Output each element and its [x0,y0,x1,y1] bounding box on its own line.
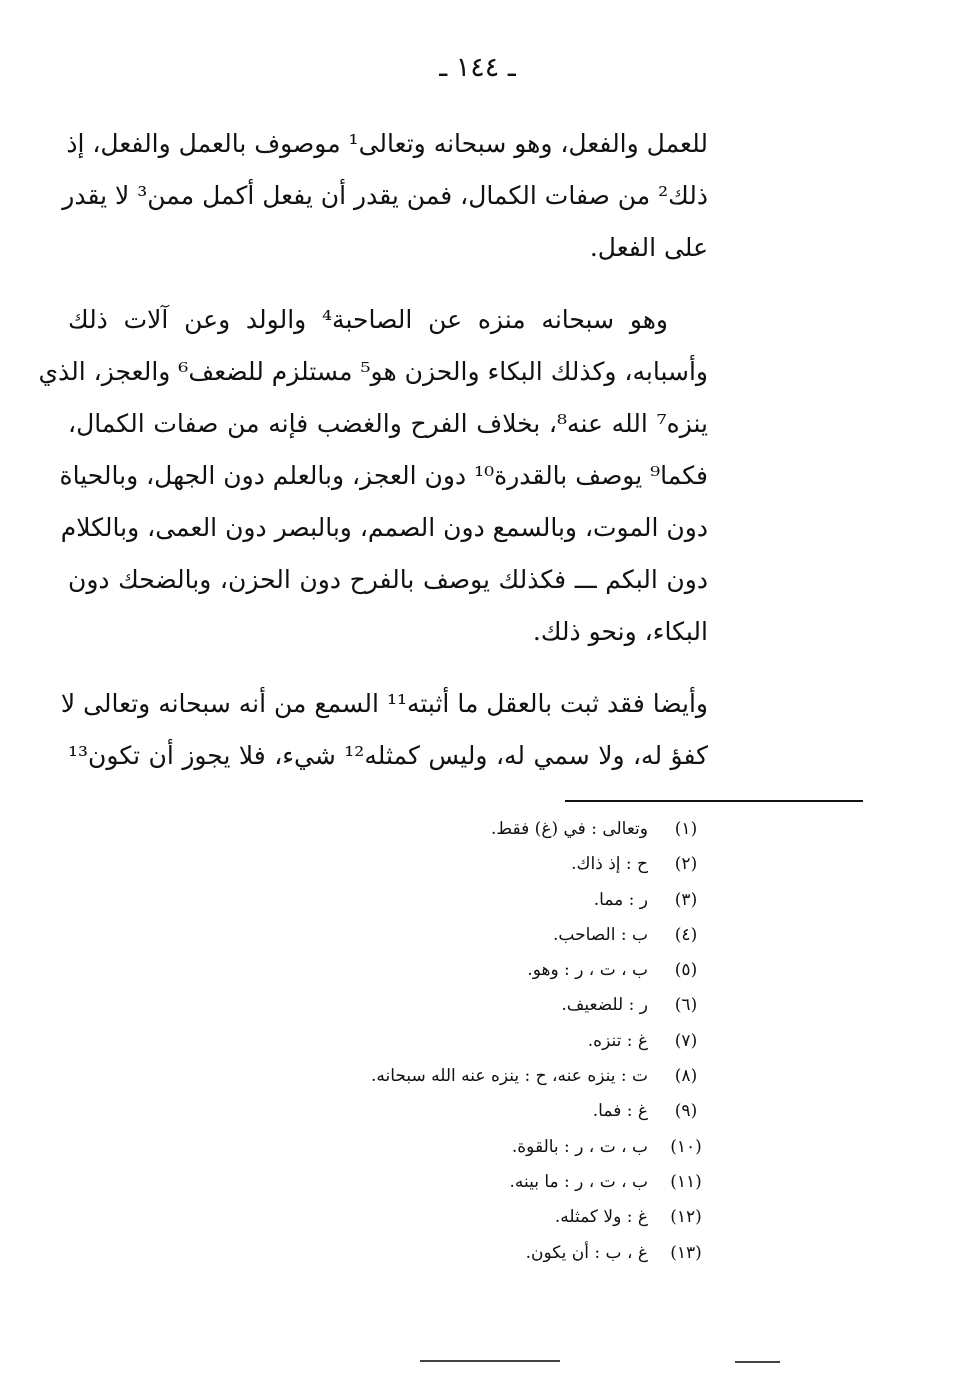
footnote-text: ح : إذ ذاك. [571,854,648,875]
paragraph-3 [60,678,709,782]
footnote-separator [565,800,863,802]
text-line: كفؤ له، ولا سمي له، وليس كمثله¹² شيء، فلا يجوز أن تكون¹³ [68,741,709,770]
footnote-number: (١٠) [670,1136,702,1157]
footnote-text: غ : ولا كمثله. [554,1207,648,1228]
footnote-number: (٧) [674,1030,698,1051]
footnote-number: (١) [674,819,698,839]
footnote-text: غ : تنزه. [587,1030,648,1051]
scan-mark [420,1360,560,1362]
footnote [100,988,710,1023]
footnote-number: (٤) [674,924,698,945]
footnote-number: (٢) [674,854,698,875]
footnote-number: (١١) [670,1171,702,1192]
footnote-number: (١٢) [670,1207,702,1228]
text-line: وأيضا فقد ثبت بالعقل ما أثبته¹¹ السمع من أنه سبحانه وتعالى لا [60,689,708,718]
footnote [100,812,710,847]
text-line: وأسبابه، وكذلك البكاء والحزن هو⁵ مستلزم للضعف⁶ والعجز، الذي [38,357,708,386]
footnote-number: (٥) [674,960,698,981]
paragraph-2 [38,294,708,658]
footnote-text: ب ، ت ، ر : وهو. [527,960,648,981]
footnote-text: ب : الصاحب. [553,924,648,945]
text-line: البكاء، ونحو ذلك. [532,617,708,646]
footnote [100,1200,710,1235]
footnote [100,1059,710,1094]
footnote [100,847,710,882]
footnote-text: ر : مما. [593,889,648,910]
text-line: ذلك² من صفات الكمال، فمن يقدر أن يفعل أكمل ممن³ لا يقدر [62,181,708,210]
scan-mark [735,1361,780,1363]
footnote [100,1236,710,1271]
footnotes [100,812,710,1271]
text-line: فكما⁹ يوصف بالقدرة¹⁰ دون العجز، وبالعلم دون الجهل، وبالحياة [59,461,708,490]
footnote-number: (٦) [674,995,698,1016]
footnote-text: غ ، ب : أن يكون. [525,1242,648,1263]
footnote [100,1165,710,1200]
footnote-text: ب ، ت ، ر : بالقوة. [511,1136,648,1157]
text-line: ينزه⁷ الله عنه⁸، بخلاف الفرح والغضب فإنه من صفات الكمال، [68,409,708,438]
footnote-number: (٩) [674,1101,698,1122]
text-line: وهو سبحانه منزه عن الصاحبة⁴ والولد وعن آلات ذلك [68,305,669,334]
text-line: للعمل والفعل، وهو سبحانه وتعالى¹ موصوف بالعمل والفعل، إذ [66,129,708,158]
text-line: على الفعل. [589,233,708,262]
footnote [100,883,710,918]
footnote-text: وتعالى : في (غ) فقط. [491,819,648,839]
main-text [38,118,709,802]
footnote-text: غ : فما. [592,1101,648,1122]
text-line: دون الموت، وبالسمع دون الصمم، وبالبصر دون العمى، وبالكلام [60,513,708,542]
footnote-text: ر : للضعيف. [561,995,648,1016]
footnote [100,1024,710,1059]
footnote [100,953,710,988]
text-line: دون البكم ـــ فكذلك يوصف بالفرح دون الحزن، وبالضحك دون [68,565,708,594]
footnote [100,918,710,953]
footnote-text: ت : ينزه عنه، ح : ينزه عنه الله سبحانه. [370,1066,648,1087]
footnote-text: ب ، ت ، ر : ما بينه. [509,1171,648,1192]
footnote-number: (٨) [674,1066,698,1087]
footnote-number: (٣) [674,889,698,910]
page-number: ـ ١٤٤ ـ [439,52,516,83]
paragraph-1 [62,118,708,274]
footnote [100,1094,710,1129]
footnote [100,1130,710,1165]
footnote-number: (١٣) [670,1242,702,1263]
